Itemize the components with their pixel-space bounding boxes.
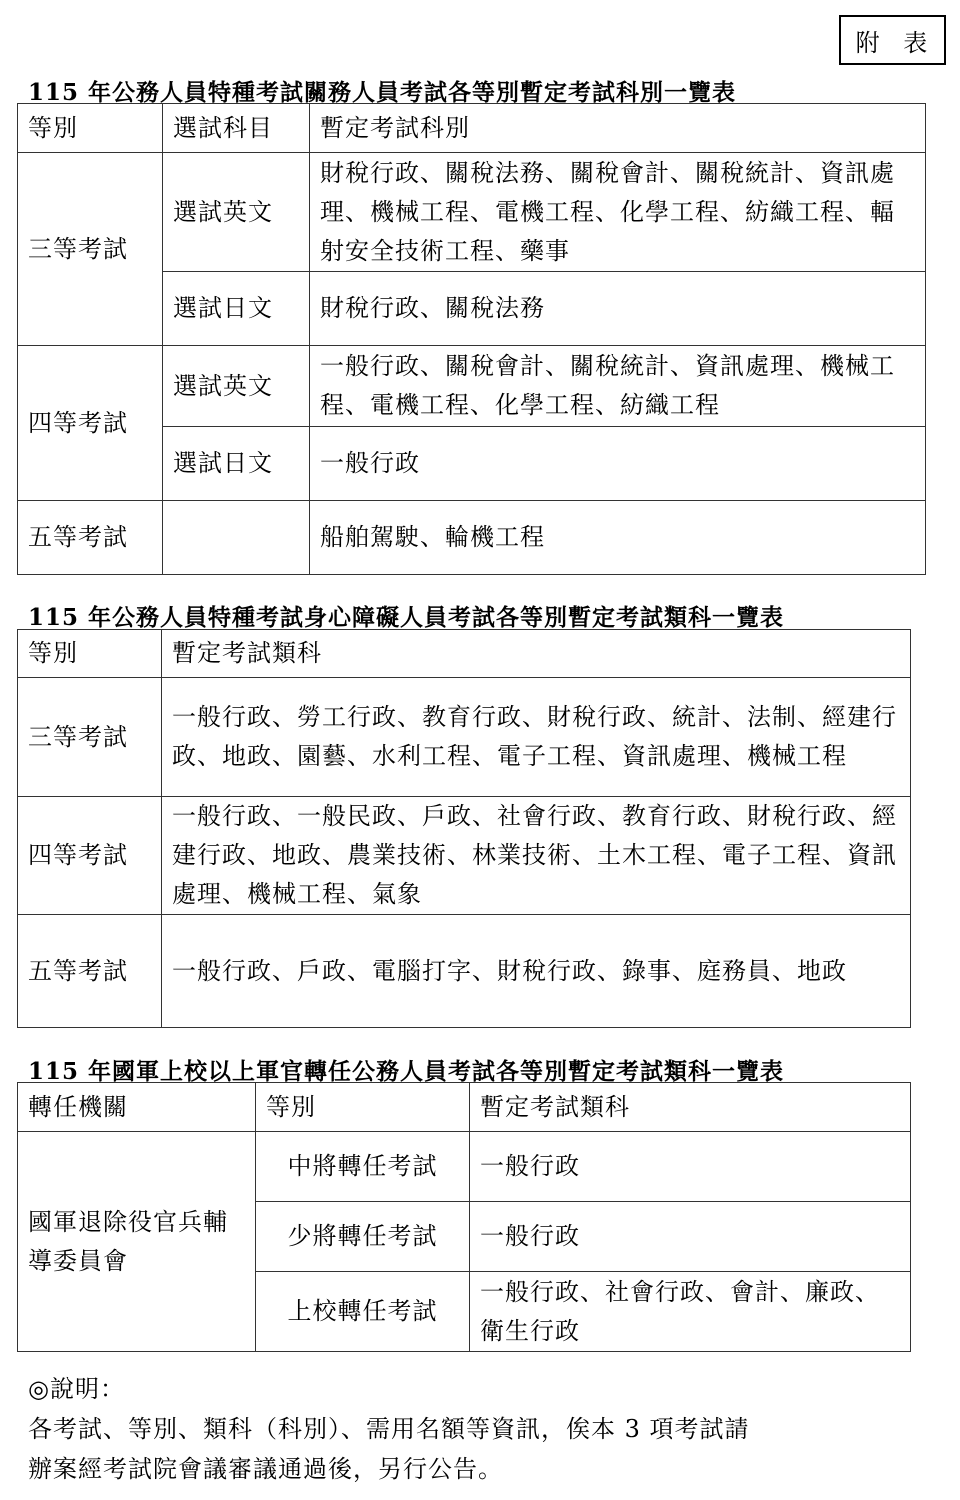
table-row (18, 153, 926, 272)
header-categories: 暫定考試科別 (310, 104, 926, 153)
table-header-row (18, 104, 926, 153)
categories-cell: 財稅行政、關稅法務、關稅會計、關稅統計、資訊處理、機械工程、電機工程、化學工程、紡織工程、輻射安全技術工程、藥事 (310, 153, 926, 272)
level-cell: 三等考試 (18, 153, 163, 346)
level-cell: 五等考試 (18, 915, 162, 1028)
categories-cell: 一般行政、社會行政、會計、廉政、衛生行政 (470, 1272, 911, 1352)
table-row (18, 501, 926, 575)
table-row (18, 797, 911, 915)
note-line-2: 辦案經考試院會議審議通過後，另行公告。 (28, 1455, 503, 1483)
header-agency: 轉任機關 (18, 1083, 256, 1132)
subject-cell: 選試英文 (163, 346, 310, 427)
level-cell: 四等考試 (18, 797, 162, 915)
table-header-row (18, 1083, 911, 1132)
header-categories: 暫定考試類科 (470, 1083, 911, 1132)
table-header-row (18, 630, 911, 678)
header-level: 等別 (18, 630, 162, 678)
note-heading: ◎說明： (28, 1375, 125, 1403)
appendix-badge: 附 表 (839, 15, 946, 65)
level-cell: 四等考試 (18, 346, 163, 501)
header-subject: 選試科目 (163, 104, 310, 153)
disability-exam-table (17, 629, 911, 1028)
table3-title: 115 年國軍上校以上軍官轉任公務人員考試各等別暫定考試類科一覽表 (28, 1058, 785, 1085)
header-categories: 暫定考試類科 (162, 630, 911, 678)
categories-cell: 一般行政、一般民政、戶政、社會行政、教育行政、財稅行政、經建行政、地政、農業技術、林業技術、土木工程、電子工程、資訊處理、機械工程、氣象 (162, 797, 911, 915)
agency-cell: 國軍退除役官兵輔導委員會 (18, 1132, 256, 1352)
subject-cell: 選試英文 (163, 153, 310, 272)
subject-cell: 選試日文 (163, 272, 310, 346)
table1-title: 115 年公務人員特種考試關務人員考試各等別暫定考試科別一覽表 (28, 79, 737, 106)
categories-cell: 一般行政、戶政、電腦打字、財稅行政、錄事、庭務員、地政 (162, 915, 911, 1028)
table-row (18, 346, 926, 427)
subject-cell: 選試日文 (163, 427, 310, 501)
table-row (18, 915, 911, 1028)
level-cell: 上校轉任考試 (256, 1272, 470, 1352)
categories-cell: 一般行政、勞工行政、教育行政、財稅行政、統計、法制、經建行政、地政、園藝、水利工程、電子工程、資訊處理、機械工程 (162, 678, 911, 797)
table-row (18, 1132, 911, 1202)
categories-cell: 一般行政、關稅會計、關稅統計、資訊處理、機械工程、電機工程、化學工程、紡織工程 (310, 346, 926, 427)
military-transfer-exam-table (17, 1082, 911, 1352)
table-row (18, 678, 911, 797)
categories-cell: 一般行政 (470, 1132, 911, 1202)
level-cell: 少將轉任考試 (256, 1202, 470, 1272)
categories-cell: 一般行政 (470, 1202, 911, 1272)
categories-cell: 船舶駕駛、輪機工程 (310, 501, 926, 575)
header-level: 等別 (256, 1083, 470, 1132)
header-level: 等別 (18, 104, 163, 153)
note-line-1: 各考試、等別、類科（科別）、需用名額等資訊，俟本 3 項考試請 (28, 1415, 750, 1443)
subject-cell (163, 501, 310, 575)
categories-cell: 一般行政 (310, 427, 926, 501)
level-cell: 五等考試 (18, 501, 163, 575)
customs-exam-table (17, 103, 926, 575)
level-cell: 中將轉任考試 (256, 1132, 470, 1202)
categories-cell: 財稅行政、關稅法務 (310, 272, 926, 346)
table2-title: 115 年公務人員特種考試身心障礙人員考試各等別暫定考試類科一覽表 (28, 604, 785, 631)
level-cell: 三等考試 (18, 678, 162, 797)
